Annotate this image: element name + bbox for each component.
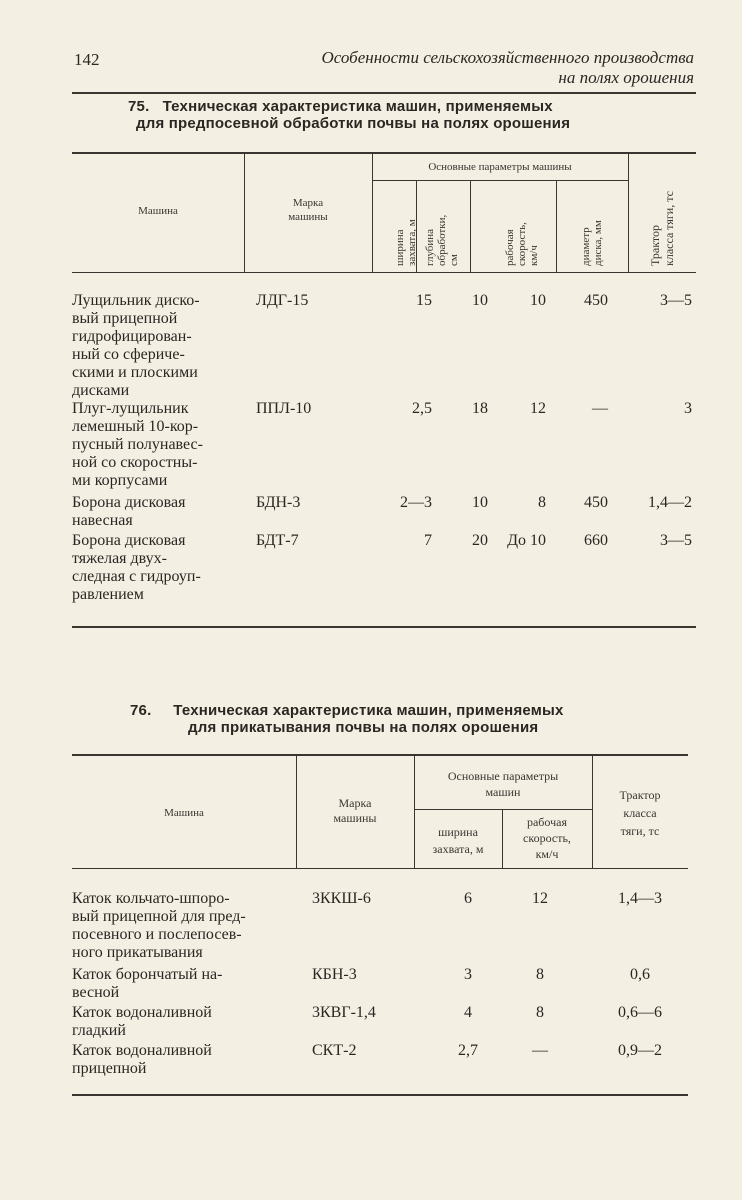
table76-row-brand: 3ККШ-6 (312, 890, 371, 907)
table75-caption (128, 98, 688, 132)
table75-row-speed: 12 (530, 400, 546, 417)
table75-col-brand-line1: Марка (292, 197, 324, 209)
table75-bottom-rule (72, 626, 696, 628)
table75-row-speed: 10 (530, 292, 546, 309)
table75-col-speed (504, 222, 540, 266)
table75-row-diameter: 660 (584, 532, 608, 549)
table76-row-brand: КБН-3 (312, 966, 357, 983)
table75-number: 75. (128, 98, 150, 115)
table75-col-depth (424, 215, 460, 266)
table75-header-rule (72, 272, 696, 273)
table75-col-depth-line1: глубина (424, 228, 436, 266)
table75-row (72, 532, 696, 608)
table75-row-brand: ППЛ-10 (256, 400, 312, 417)
table75-col-speed-line2: скорость, (516, 222, 528, 266)
table76-number: 76. (130, 702, 152, 719)
table76-row-speed: 8 (536, 966, 544, 983)
name-line: Каток водоналивной (72, 1004, 212, 1021)
table75-col-width-line2: захвата, м (406, 219, 418, 266)
table75-row-diameter: — (592, 400, 608, 417)
table76-row-tractor: 0,6—6 (618, 1004, 662, 1021)
table76-row (72, 1042, 688, 1078)
table76-col-speed-line3: км/ч (535, 847, 559, 861)
table76-top-rule (72, 754, 688, 756)
table76-col-width-line2: захвата, м (432, 842, 484, 856)
table75-row-brand: БДТ-7 (256, 532, 299, 549)
name-line: ный со сфериче- (72, 346, 185, 363)
name-line: Каток кольчато-шпоро- (72, 890, 230, 907)
table76-col-speed (502, 814, 592, 862)
name-line: гладкий (72, 1022, 126, 1039)
name-line: вый прицепной для пред- (72, 908, 246, 925)
table76-row-name (72, 890, 294, 962)
name-line: следная с гидроуп- (72, 568, 201, 585)
table75-top-rule (72, 152, 696, 154)
table75-vline-6 (628, 153, 629, 272)
table75-row (72, 494, 696, 530)
name-line: равлением (72, 586, 144, 603)
table75-row-name (72, 400, 240, 490)
table76-row-tractor: 1,4—3 (618, 890, 662, 907)
table76-row (72, 1004, 688, 1040)
table75-col-brand (244, 196, 372, 224)
name-line: Лущильник диско- (72, 292, 200, 309)
table75-vline-5 (556, 181, 557, 272)
table75-row-brand: ЛДГ-15 (256, 292, 309, 309)
table75-row-tractor: 3—5 (660, 532, 692, 549)
table75-row (72, 400, 696, 494)
table76-bottom-rule (72, 1094, 688, 1096)
name-line: прицепной (72, 1060, 147, 1077)
table76-col-group-line1: Основные параметры (447, 769, 559, 783)
table75-row (72, 292, 696, 400)
name-line: гидрофицирован- (72, 328, 192, 345)
table75-row-depth: 18 (472, 400, 488, 417)
table76-row-brand: СКТ-2 (312, 1042, 357, 1059)
running-title-line2: на полях орошения (558, 68, 694, 87)
name-line: ной со скоростны- (72, 454, 198, 471)
table76-col-speed-line1: рабочая (526, 815, 567, 829)
name-line: Каток водоналивной (72, 1042, 212, 1059)
table76-col-width (414, 824, 502, 858)
table75-col-brand-line2: машины (288, 211, 328, 223)
name-line: дисками (72, 382, 130, 399)
table75-col-speed-line3: км/ч (528, 245, 540, 266)
name-line: тяжелая двух- (72, 550, 168, 567)
table76-row-name (72, 966, 294, 1002)
table76-col-brand-line1: Марка (338, 796, 372, 810)
table76-col-tractor (592, 786, 688, 840)
table75-caption-line1: Техническая характеристика машин, применяемых (162, 98, 553, 115)
table76-row-speed: 12 (532, 890, 548, 907)
table75-row-name (72, 494, 240, 530)
table76-col-brand (296, 796, 414, 826)
table75-col-speed-line1: рабочая (504, 229, 516, 266)
table75-col-diameter (580, 220, 604, 266)
table76-row-brand: 3КВГ-1,4 (312, 1004, 376, 1021)
table75-col-tractor (648, 191, 676, 266)
table76-col-tractor-line2: класса (623, 806, 657, 820)
table75-row-width: 7 (424, 532, 432, 549)
table76-row-name (72, 1042, 294, 1078)
table75-row-name (72, 292, 240, 400)
table75-col-width (394, 219, 418, 266)
table76-caption-line2: для прикатывания почвы на полях орошения (188, 719, 539, 736)
table75-col-depth-line2: обработки, (436, 214, 448, 266)
name-line: Борона дисковая (72, 494, 186, 511)
table75-row-brand: БДН-3 (256, 494, 301, 511)
name-line: Борона дисковая (72, 532, 186, 549)
name-line: навесная (72, 512, 133, 529)
table76-row-speed: 8 (536, 1004, 544, 1021)
table75-col-tractor-line1: Трактор (648, 225, 662, 266)
table76-col-machine: Машина (164, 807, 204, 819)
table76-row-width: 2,7 (458, 1042, 478, 1059)
name-line: ного прикатывания (72, 944, 203, 961)
table76-row-name (72, 1004, 294, 1040)
table76-col-tractor-line1: Трактор (619, 788, 661, 802)
name-line: Плуг-лущильник (72, 400, 189, 417)
table75-row-width: 15 (416, 292, 432, 309)
table76-col-group (414, 768, 592, 800)
table76-col-group-line2: машин (485, 785, 521, 799)
name-line: посевного и послепосев- (72, 926, 242, 943)
table76-col-speed-line2: скорость, (523, 831, 571, 845)
header-rule (72, 92, 696, 94)
table75-row-tractor: 3—5 (660, 292, 692, 309)
table76-row-tractor: 0,6 (630, 966, 650, 983)
table76-row (72, 890, 688, 962)
name-line: лемешный 10-кор- (72, 418, 199, 435)
table75-vline-4 (470, 181, 471, 272)
table75-caption-line2: для предпосевной обработки почвы на полях орошения (136, 115, 571, 132)
table75-row-depth: 20 (472, 532, 488, 549)
name-line: ми корпусами (72, 472, 168, 489)
table76-row-width: 6 (464, 890, 472, 907)
table75-col-diameter-line1: диаметр (580, 227, 592, 266)
table76-row-width: 4 (464, 1004, 472, 1021)
name-line: Каток борончатый на- (72, 966, 223, 983)
table75-row-depth: 10 (472, 292, 488, 309)
table75-row-speed: До 10 (507, 532, 546, 549)
table75-row-speed: 8 (538, 494, 546, 511)
name-line: весной (72, 984, 120, 1001)
table76-row-tractor: 0,9—2 (618, 1042, 662, 1059)
table76-row-speed: — (532, 1042, 548, 1059)
table75-row-width: 2—3 (400, 494, 432, 511)
name-line: вый прицепной (72, 310, 178, 327)
name-line: пусный полунавес- (72, 436, 203, 453)
table76-group-rule (414, 809, 592, 810)
table75-row-name (72, 532, 240, 604)
table76-row-width: 3 (464, 966, 472, 983)
table75-col-diameter-line2: диска, мм (592, 220, 604, 266)
table75-row-depth: 10 (472, 494, 488, 511)
running-title-line1: Особенности сельскохозяйственного производства (321, 48, 694, 67)
table75-row-width: 2,5 (412, 400, 432, 417)
table75-row-diameter: 450 (584, 292, 608, 309)
table75-row-tractor: 1,4—2 (648, 494, 692, 511)
table76-header-rule (72, 868, 688, 869)
table76-caption-line1: Техническая характеристика машин, применяемых (173, 702, 564, 719)
table76-caption (130, 702, 690, 736)
table75-row-tractor: 3 (684, 400, 692, 417)
table76-row (72, 966, 688, 1002)
table75-col-depth-line3: см (448, 254, 460, 266)
table76-col-brand-line2: машины (333, 811, 377, 825)
table75-col-width-line1: ширина (394, 229, 406, 266)
table75-col-tractor-line2: класса тяги, тс (662, 191, 676, 266)
name-line: скими и плоскими (72, 364, 198, 381)
table75-group-rule (372, 180, 628, 181)
table76-col-width-line1: ширина (438, 825, 478, 839)
page-number: 142 (74, 50, 100, 69)
table75-row-diameter: 450 (584, 494, 608, 511)
table75-col-machine: Машина (138, 205, 178, 217)
running-title (224, 48, 694, 88)
table76-col-tractor-line3: тяги, тс (620, 824, 660, 838)
table75-col-group: Основные параметры машины (428, 161, 572, 173)
